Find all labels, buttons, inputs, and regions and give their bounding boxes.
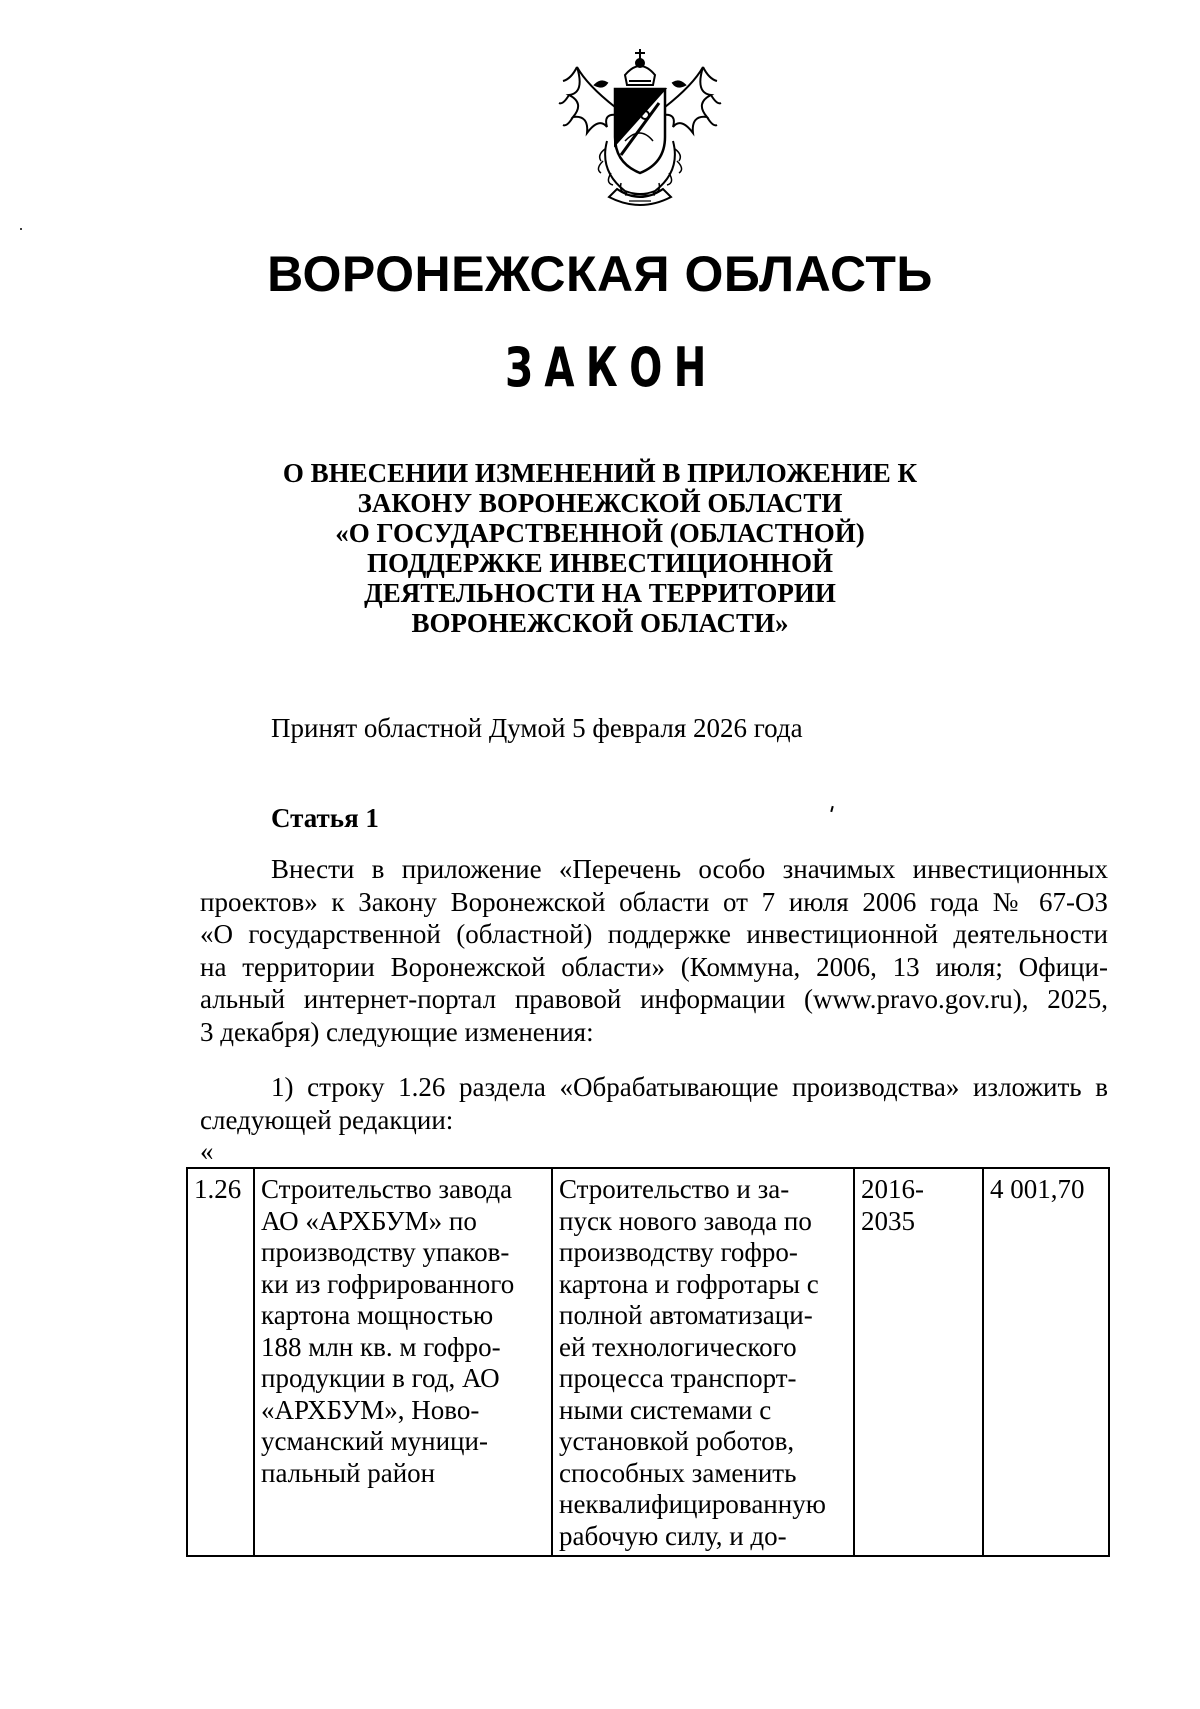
cell-line: Строительство завода: [261, 1174, 513, 1204]
cell-line: рабочую силу, и до-: [559, 1520, 787, 1551]
paragraph-line: следующей редакции:: [200, 1104, 454, 1135]
opening-quote-mark: «: [200, 1136, 214, 1166]
amount-cell: [983, 1168, 1109, 1556]
project-description-cell: [552, 1168, 854, 1556]
law-title-line: О ВНЕСЕНИИ ИЗМЕНЕНИЙ В ПРИЛОЖЕНИЕ К: [282, 458, 918, 488]
cell-line: производству гофро-: [559, 1237, 798, 1267]
period-value: 2016-2035: [861, 1174, 924, 1236]
region-heading: ВОРОНЕЖСКАЯ ОБЛАСТЬ: [267, 246, 933, 302]
paragraph-line: 1) строку 1.26 раздела «Обрабатывающие производства» изложить в: [271, 1072, 1108, 1102]
amendment-paragraph: [200, 1071, 1108, 1136]
document-type-heading: ЗАКОН: [505, 336, 718, 399]
law-title: [200, 458, 1000, 638]
scan-speck: [830, 806, 833, 812]
cell-line: процесса транспорт-: [559, 1363, 797, 1393]
cell-line: способных заменить: [559, 1457, 797, 1488]
cell-line: ными системами с: [559, 1394, 772, 1425]
cell-line: пальный район: [261, 1457, 436, 1488]
paragraph-line: Внести в приложение «Перечень особо значимых инвестиционных: [271, 854, 1108, 884]
amount-value: 4 001,70: [990, 1174, 1085, 1204]
article-heading: Статья 1: [271, 803, 379, 833]
law-title-line: ВОРОНЕЖСКОЙ ОБЛАСТИ»: [411, 608, 789, 638]
paragraph-line: проектов» к Закону Воронежской области от 7 июля 2006 года № 67-ОЗ: [200, 886, 1108, 917]
cell-line: пуск нового завода по: [559, 1205, 812, 1236]
cell-line: полной автоматизаци-: [559, 1300, 813, 1330]
law-title-line: ПОДДЕРЖКЕ ИНВЕСТИЦИОННОЙ: [367, 548, 833, 578]
paragraph-line: на территории Воронежской области» (Коммуна, 2006, 13 июля; Офици-: [200, 951, 1108, 982]
table-row: [187, 1168, 1109, 1556]
row-number-cell: [187, 1168, 254, 1556]
cell-line: АО «АРХБУМ» по: [261, 1205, 477, 1236]
cell-line: ки из гофрированного: [261, 1268, 515, 1299]
project-name-cell: [254, 1168, 552, 1556]
cell-line: продукции в год, АО: [261, 1363, 500, 1393]
article-paragraph: [200, 853, 1108, 1048]
scan-speck: [20, 228, 22, 230]
cell-line: усманский муници-: [261, 1426, 488, 1456]
cell-line: установкой роботов,: [559, 1426, 795, 1456]
cell-line: производству упаков-: [261, 1237, 510, 1267]
coat-of-arms-icon: [555, 45, 725, 210]
cell-line: картона и гофротары с: [559, 1268, 819, 1299]
period-cell: [854, 1168, 983, 1556]
adoption-note: Принят областной Думой 5 февраля 2026 года: [271, 713, 803, 743]
projects-table: [186, 1167, 1110, 1557]
cell-line: «АРХБУМ», Ново-: [261, 1394, 480, 1425]
paragraph-line: «О государственной (областной) поддержке инвестиционной деятельности: [200, 919, 1108, 949]
law-title-line: «О ГОСУДАРСТВЕННОЙ (ОБЛАСТНОЙ): [335, 518, 865, 548]
row-number: 1.26: [194, 1174, 242, 1204]
cell-line: неквалифицированную: [559, 1489, 826, 1519]
cell-line: Строительство и за-: [559, 1174, 790, 1204]
law-title-line: ЗАКОНУ ВОРОНЕЖСКОЙ ОБЛАСТИ: [357, 488, 843, 518]
cell-line: 188 млн кв. м гофро-: [261, 1331, 501, 1362]
paragraph-line: альный интернет-портал правовой информации (www.pravo.gov.ru), 2025,: [200, 984, 1108, 1014]
law-title-line: ДЕЯТЕЛЬНОСТИ НА ТЕРРИТОРИИ: [364, 578, 836, 608]
paragraph-line: 3 декабря) следующие изменения:: [200, 1016, 594, 1047]
cell-line: картона мощностью: [261, 1300, 494, 1330]
cell-line: ей технологического: [559, 1331, 797, 1362]
